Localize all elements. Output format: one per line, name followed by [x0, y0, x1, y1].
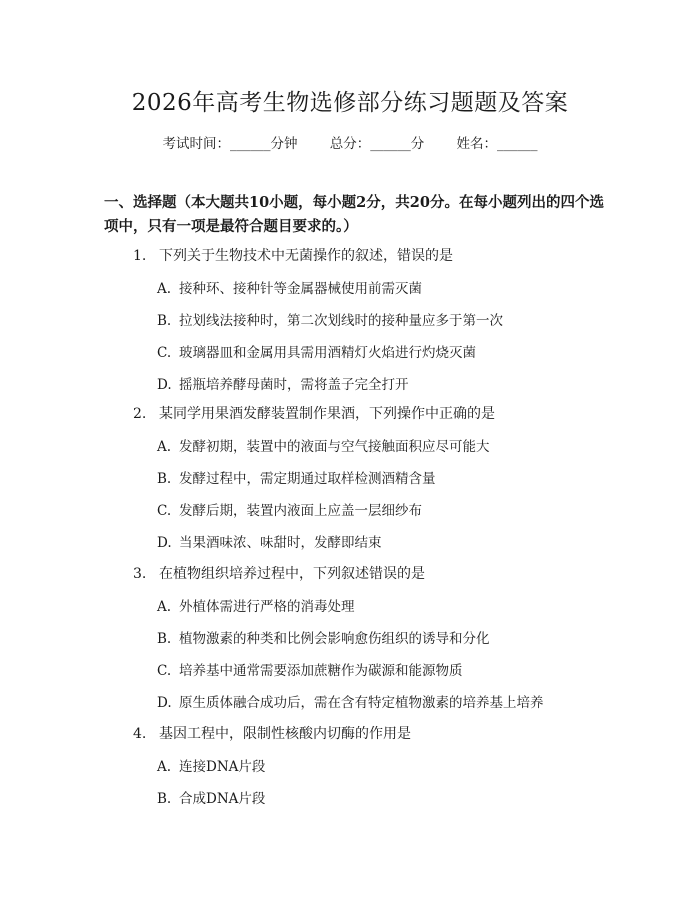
option-text: 摇瓶培养酵母菌时，需将盖子完全打开	[179, 377, 409, 393]
question-2	[133, 403, 495, 423]
section-heading: 一、选择题（本大题共10小题，每小题2分，共20分。在每小题列出的四个选项中，只有一项是最符合题目要求的。）	[104, 194, 604, 235]
option-label: A.	[157, 599, 172, 615]
option-label: A.	[157, 281, 172, 297]
total-score-field: 总分：______分	[329, 136, 425, 152]
question-text: 在植物组织培养过程中，下列叙述错误的是	[159, 566, 425, 582]
question-2-option-c	[157, 499, 422, 519]
option-label: B.	[157, 313, 172, 329]
question-3-option-b	[157, 627, 490, 647]
option-text: 培养基中通常需要添加蔗糖作为碳源和能源物质	[179, 663, 463, 679]
student-name-field: 姓名：______	[456, 136, 538, 152]
option-text: 拉划线法接种时，第二次划线时的接种量应多于第一次	[179, 313, 503, 329]
option-label: B.	[157, 631, 172, 647]
option-label: C.	[157, 503, 172, 519]
question-1-option-c	[157, 341, 476, 361]
question-3-option-d	[157, 691, 544, 711]
question-1	[133, 245, 453, 265]
option-text: 接种环、接种针等金属器械使用前需灭菌	[179, 281, 422, 297]
option-label: C.	[157, 663, 172, 679]
question-4	[133, 723, 411, 743]
option-label: D.	[157, 535, 172, 551]
option-text: 玻璃器皿和金属用具需用酒精灯火焰进行灼烧灭菌	[179, 345, 476, 361]
option-label: B.	[157, 471, 172, 487]
question-3	[133, 563, 425, 583]
question-text: 下列关于生物技术中无菌操作的叙述，错误的是	[159, 248, 453, 264]
question-3-option-c	[157, 659, 463, 679]
option-text: 原生质体融合成功后，需在含有特定植物激素的培养基上培养	[179, 695, 544, 711]
option-label: C.	[157, 345, 172, 361]
option-text: 外植体需进行严格的消毒处理	[179, 599, 355, 615]
question-1-option-d	[157, 373, 409, 393]
option-text: 发酵后期，装置内液面上应盖一层细纱布	[179, 503, 422, 519]
question-number: 2.	[133, 406, 147, 422]
question-number: 1.	[133, 248, 147, 264]
exam-time-field: 考试时间：______分钟	[162, 136, 298, 152]
page-title: 2026年高考生物选修部分练习题题及答案	[131, 90, 569, 116]
option-label: B.	[157, 791, 172, 807]
question-number: 3.	[133, 566, 147, 582]
question-4-option-b	[157, 787, 265, 807]
option-label: D.	[157, 695, 172, 711]
option-text: 发酵初期，装置中的液面与空气接触面积应尽可能大	[179, 439, 490, 455]
option-text: 合成DNA片段	[179, 791, 266, 807]
option-text: 植物激素的种类和比例会影响愈伤组织的诱导和分化	[179, 631, 490, 647]
question-text: 某同学用果酒发酵装置制作果酒，下列操作中正确的是	[159, 406, 495, 422]
question-number: 4.	[133, 726, 147, 742]
question-2-option-b	[157, 467, 436, 487]
question-1-option-b	[157, 309, 503, 329]
question-3-option-a	[157, 595, 355, 615]
question-1-option-a	[157, 277, 422, 297]
option-text: 发酵过程中，需定期通过取样检测酒精含量	[179, 471, 436, 487]
question-2-option-a	[157, 435, 490, 455]
exam-meta	[0, 132, 700, 152]
option-label: D.	[157, 377, 172, 393]
option-text: 当果酒味浓、味甜时，发酵即结束	[179, 535, 382, 551]
question-text: 基因工程中，限制性核酸内切酶的作用是	[159, 726, 411, 742]
option-label: A.	[157, 439, 172, 455]
question-2-option-d	[157, 531, 382, 551]
option-label: A.	[157, 759, 172, 775]
option-text: 连接DNA片段	[179, 759, 266, 775]
question-4-option-a	[157, 755, 265, 775]
